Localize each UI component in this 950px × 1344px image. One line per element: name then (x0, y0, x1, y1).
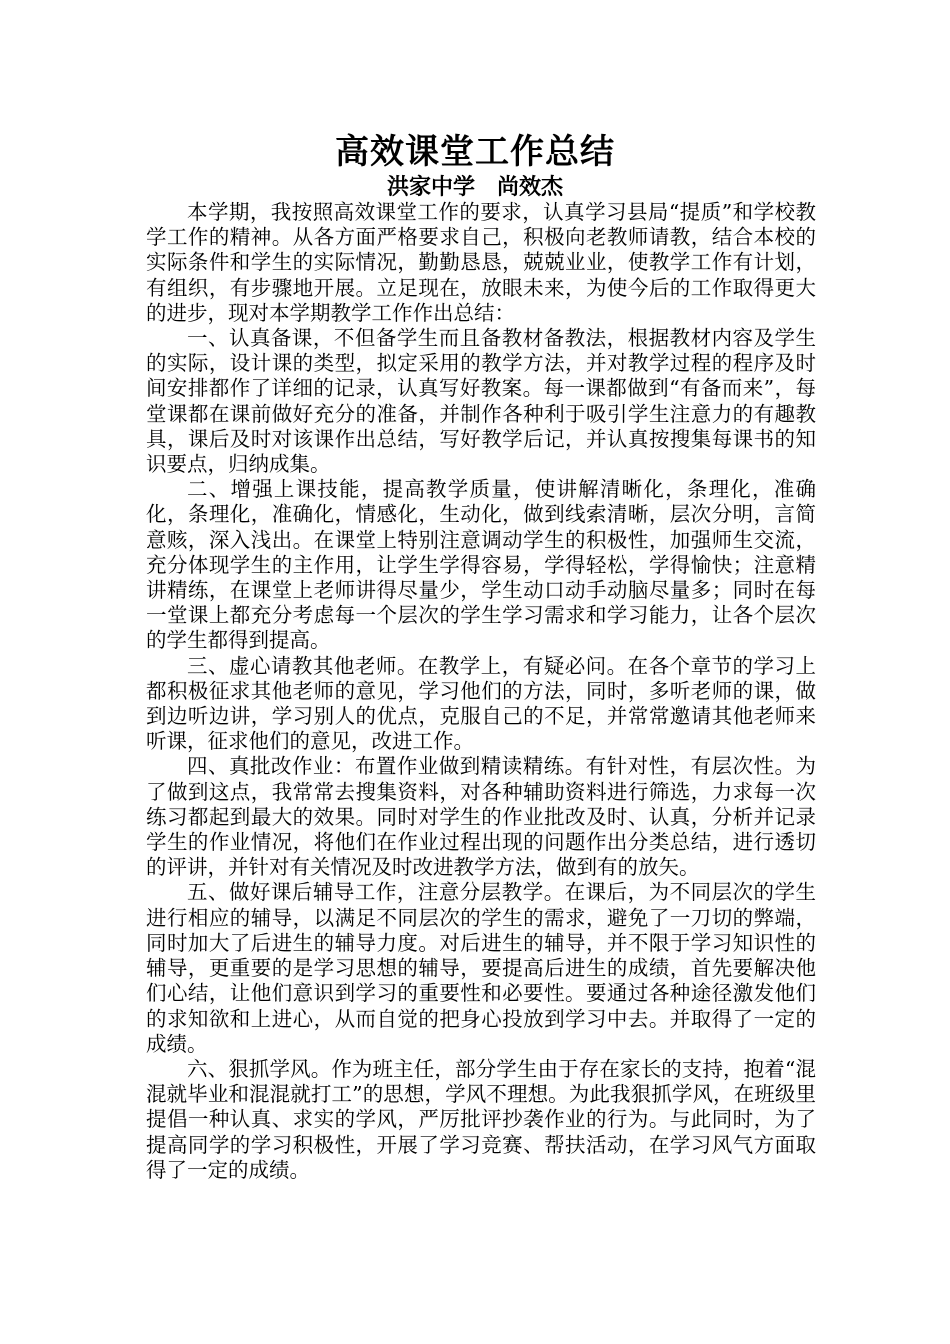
paragraph-section-5: 五、做好课后辅导工作，注意分层教学。在课后，为不同层次的学生进行相应的辅导，以满足不同层次的学生的需求，避免了一刀切的弊端，同时加大了后进生的辅导力度。对后进生的辅导，并不限于学习知识性的辅导，更重要的是学习思想的辅导，要提高后进生的成绩，首先要解决他们心结，让他们意识到学习的重要性和必要性。要通过各种途径激发他们的求知欲和上进心，从而自觉的把身心投放到学习中去。并取得了一定的成绩。 (146, 880, 816, 1056)
paragraph-section-6: 六、狠抓学风。作为班主任，部分学生由于存在家长的支持，抱着“混混就毕业和混混就打工”的思想，学风不理想。为此我狠抓学风，在班级里提倡一种认真、求实的学风，严厉批评抄袭作业的行为。与此同时，为了提高同学的学习积极性，开展了学习竞赛、帮扶活动，在学习风气方面取得了一定的成绩。 (146, 1056, 816, 1182)
author-line (0, 174, 950, 200)
paragraph-intro: 本学期，我按照高效课堂工作的要求，认真学习县局“提质”和学校教学工作的精神。从各方面严格要求自己，积极向老教师请教，结合本校的实际条件和学生的实际情况，勤勤恳恳，兢兢业业，使教学工作有计划，有组织，有步骤地开展。立足现在，放眼未来，为使今后的工作取得更大的进步，现对本学期教学工作作出总结： (146, 200, 816, 325)
school-name: 洪家中学 (386, 174, 475, 200)
document-body (146, 200, 816, 1183)
paragraph-section-4: 四、真批改作业：布置作业做到精读精练。有针对性，有层次性。为了做到这点，我常常去搜集资料，对各种辅助资料进行筛选，力求每一次练习都起到最大的效果。同时对学生的作业批改及时、认真，分析并记录学生的作业情况，将他们在作业过程出现的问题作出分类总结，进行透切的评讲，并针对有关情况及时改进教学方法，做到有的放矢。 (146, 754, 816, 880)
author-name: 尚效杰 (497, 174, 564, 200)
paragraph-section-1: 一、认真备课，不但备学生而且备教材备教法，根据教材内容及学生的实际，设计课的类型，拟定采用的教学方法，并对教学过程的程序及时间安排都作了详细的记录，认真写好教案。每一课都做到“有备而来”，每堂课都在课前做好充分的准备，并制作各种利于吸引学生注意力的有趣教具，课后及时对该课作出总结，写好教学后记，并认真按搜集每课书的知识要点，归纳成集。 (146, 326, 816, 477)
document-title: 高效课堂工作总结 (335, 132, 615, 172)
paragraph-section-3: 三、虚心请教其他老师。在教学上，有疑必问。在各个章节的学习上都积极征求其他老师的意见，学习他们的方法，同时，多听老师的课，做到边听边讲，学习别人的优点，克服自己的不足，并常常邀请其他老师来听课，征求他们的意见，改进工作。 (146, 653, 816, 754)
paragraph-section-2: 二、增强上课技能，提高教学质量，使讲解清晰化，条理化，准确化，条理化，准确化，情感化，生动化，做到线索清晰，层次分明，言简意赅，深入浅出。在课堂上特别注意调动学生的积极性，加强师生交流，充分体现学生的主作用，让学生学得容易，学得轻松，学得愉快；注意精讲精练，在课堂上老师讲得尽量少，学生动口动手动脑尽量多；同时在每一堂课上都充分考虑每一个层次的学生学习需求和学习能力，让各个层次的学生都得到提高。 (146, 477, 816, 653)
